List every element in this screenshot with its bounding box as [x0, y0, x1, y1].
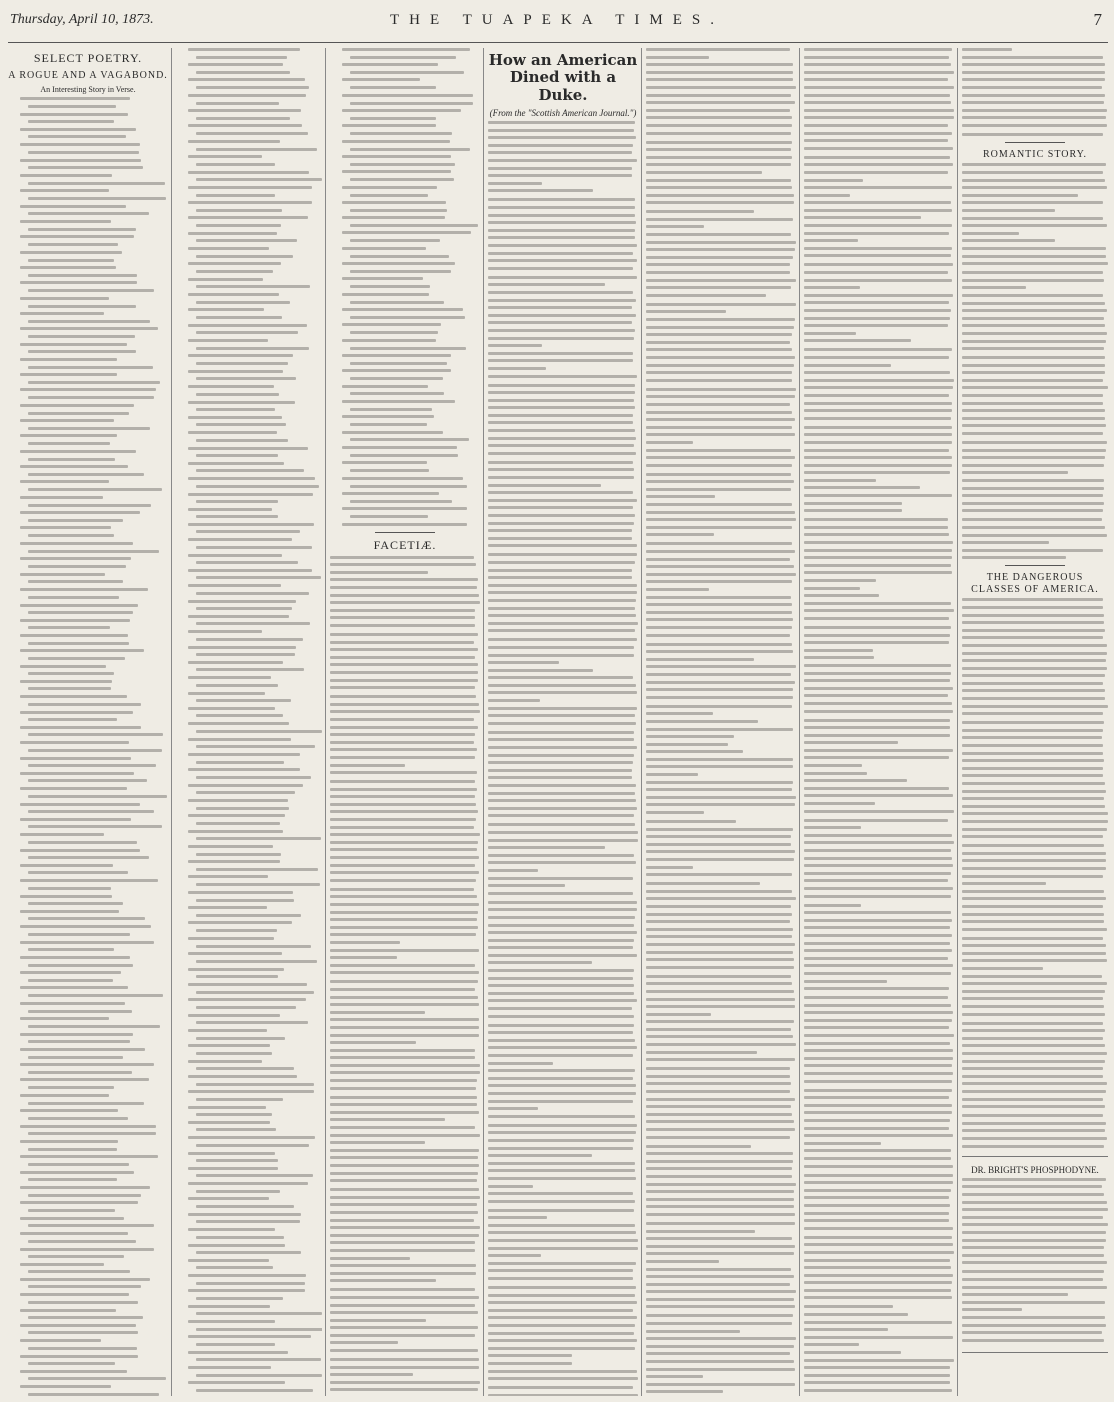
column-7 [962, 48, 1108, 1396]
masthead-rule [8, 42, 1108, 43]
column-divider [171, 48, 172, 1396]
poem-title: A ROGUE AND A VAGABOND. [8, 69, 168, 81]
poem-text-continued [176, 48, 322, 1396]
column-divider [325, 48, 326, 1396]
column-1 [8, 48, 168, 1396]
facetiae-text [330, 556, 480, 1396]
article-ending [962, 48, 1108, 136]
article-text [488, 121, 638, 1396]
newspaper-title: THE TUAPEKA TIMES. [389, 12, 725, 28]
column-6 [804, 48, 954, 1396]
article-text-continued [646, 48, 796, 1396]
column-divider [483, 48, 484, 1396]
article-text-continued [804, 48, 954, 1396]
poem-subtitle: An Interesting Story in Verse. [40, 85, 136, 95]
section-title-facetiae: FACETIÆ. [373, 537, 437, 552]
advertisement-title: DR. BRIGHT'S PHOSPHODYNE. [971, 1164, 1099, 1175]
column-3 [330, 48, 480, 1396]
romantic-story-text [962, 163, 1108, 559]
romantic-story-title: ROMANTIC STORY. [982, 148, 1088, 160]
advertisement-text [962, 1178, 1108, 1342]
article-source: (From the "Scottish American Journal.") [489, 107, 637, 118]
column-divider [957, 48, 958, 1396]
column-5 [646, 48, 796, 1396]
dangerous-classes-title: THE DANGEROUS CLASSES OF AMERICA. [971, 572, 1099, 595]
dangerous-classes-text [962, 598, 1108, 1147]
column-divider [641, 48, 642, 1396]
advertisement [962, 1156, 1108, 1353]
divider-rule [1005, 142, 1065, 143]
article-title: How an American Dined with a Duke. [488, 51, 638, 104]
poem-text [8, 97, 168, 1396]
poem-ending [330, 48, 480, 526]
divider-rule [375, 532, 435, 533]
column-divider [799, 48, 800, 1396]
masthead [0, 0, 1114, 44]
column-2 [176, 48, 322, 1396]
section-title-poetry: SELECT POETRY. [33, 51, 143, 65]
page-number: 7 [1093, 10, 1102, 29]
column-4 [488, 48, 638, 1396]
issue-date: Thursday, April 10, 1873. [10, 12, 154, 27]
divider-rule [1005, 565, 1065, 566]
